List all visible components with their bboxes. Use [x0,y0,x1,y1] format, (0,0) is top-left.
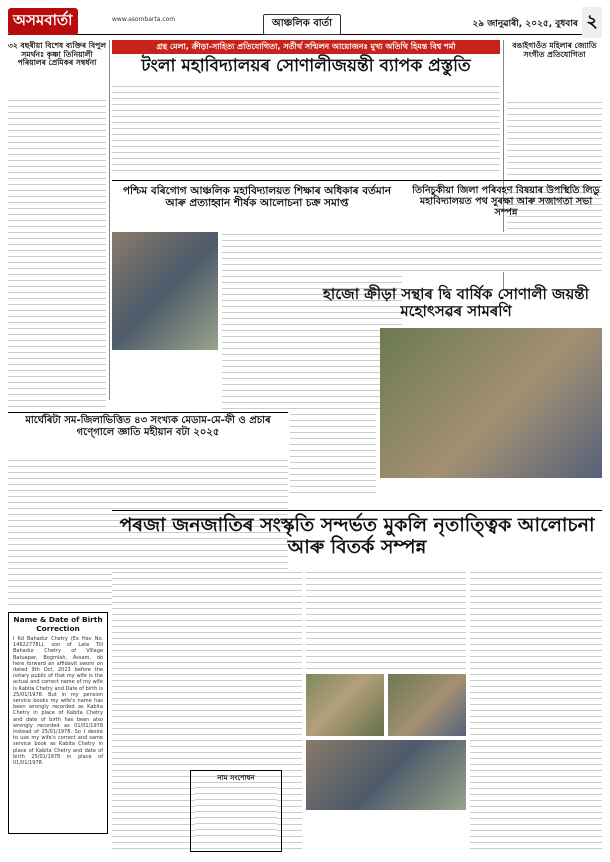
main-headline: টংলা মহাবিদ্যালয়ৰ সোণালীজয়ন্তী ব্যাপক প্ৰস্তুতি [141,56,471,76]
left-story-headline: ৩২ বছৰীয়া বিশেষ ব্যক্তিৰ বিপুল সমৰ্থনঃ কৃষ্ণা তিনিয়ালী পৰিয়ালৰ প্ৰেমিকৰ সম্বৰ্ধনা [8,41,106,68]
culture-photo-3 [306,740,466,810]
small-notice [190,770,282,852]
small-notice-body [195,785,277,841]
mid-right-body [318,232,602,272]
hajo-body [290,328,376,498]
mid-right-headline: তিনিচুকীয়া জিলা পৰিবহণ বিষয়াৰ উপস্থিতি লিডু মহাবিদ্যালয়ত পথ সুৰক্ষা আৰু সজাগতা সভা সম্পন্ন [412,185,600,219]
site-url: www.asombarta.com [112,16,176,23]
ribbon-banner: গ্ৰন্থ মেলা, ক্ৰীড়া-সাহিত্য প্ৰতিযোগিতা, সৰ্তীৰ্থ সন্মিলন আয়োজনঃ মুখ্য অতিথি হিমন্ত বিশ্ব শৰ্মা [112,40,500,54]
main-story-body [112,84,500,176]
section-rule [8,412,288,413]
mid-left-headline: পশ্চিম বৰিগোগ আঞ্চলিক মহাবিদ্যালয়ত শিক্ষাৰ অধিকাৰ বৰ্তমান আৰু প্ৰত্যাহ্বান শীৰ্ষক আলোচনা চক্ৰ সমাপ্ত [122,185,392,210]
notice-body: I Kd Bahadur Chetry (Ex Hav No. 14622778L), son of Late Till Bahadur Chetry of Village Batuapar, Bogmlah, Assam, do here forward an affidavit sworn on dated 9th Oct, 2023 before the notary public of that my wife is the actual and correct name of my wife is Kabita Chetry and Date of birth is 25/01/1978. But in my pension service books my wife's name has been wrongly recorded as Kabita Chetry in place of Kabita Chetry and date of birth has been also wrongly recorded as 01/01/1978 instead of 25/01/1978. So I desire to use my wife's correct and same service book as Kabita Chetry in place of Kabita Chetry and date of birth 25/01/1978 in place of 01/01/1978. [13,636,103,767]
section-title: আঞ্চলিক বাৰ্তা [263,14,341,35]
page-number: ২ [582,7,602,38]
correction-notice [8,612,108,834]
margherita-headline: মাৰ্ঘেৰিটা সম-জিলাভিত্তিত ৪৩ সংখ্যক মেডাম-মে-ফী ও প্ৰচাৰ গণ্গোলে জ্ঞাতি মহীয়ান বটা ২০২৫ [25,415,271,438]
newspaper-logo: অসমবাৰ্তা [8,8,78,35]
culture-photo-2 [388,674,466,736]
section-rule [112,180,602,181]
hajo-photo [380,328,602,478]
hajo-headline: হাজো ক্ৰীড়া সন্থাৰ দ্বি বাৰ্ষিক সোণালী জয়ন্তী মহোৎসৱৰ সামৰণি [323,285,589,321]
left-story-body [8,98,106,408]
issue-date: ২৯ জানুৱাৰী, ২০২৫, বুধবাৰ [472,19,578,29]
small-notice-title: নাম সংশোধন [217,774,255,782]
section-rule [112,510,602,511]
bottom-body [306,570,466,670]
bottom-headline: পৰজা জনজাতিৰ সংস্কৃতি সন্দৰ্ভত মুকলি নৃতাত্ত্বিক আলোচনা আৰু বিতৰ্ক সম্পন্ন [119,514,595,558]
masthead [8,6,602,35]
column-divider [109,40,110,400]
right-story-headline: বঙাইগাওঁত মহিলাৰ জ্যোতি সংগীত প্ৰতিযোগিতা [512,41,597,59]
seminar-photo [112,232,218,350]
notice-title: Name & Date of Birth Correction [13,615,103,633]
culture-photo-1 [306,674,384,736]
bottom-right-body [470,570,602,850]
